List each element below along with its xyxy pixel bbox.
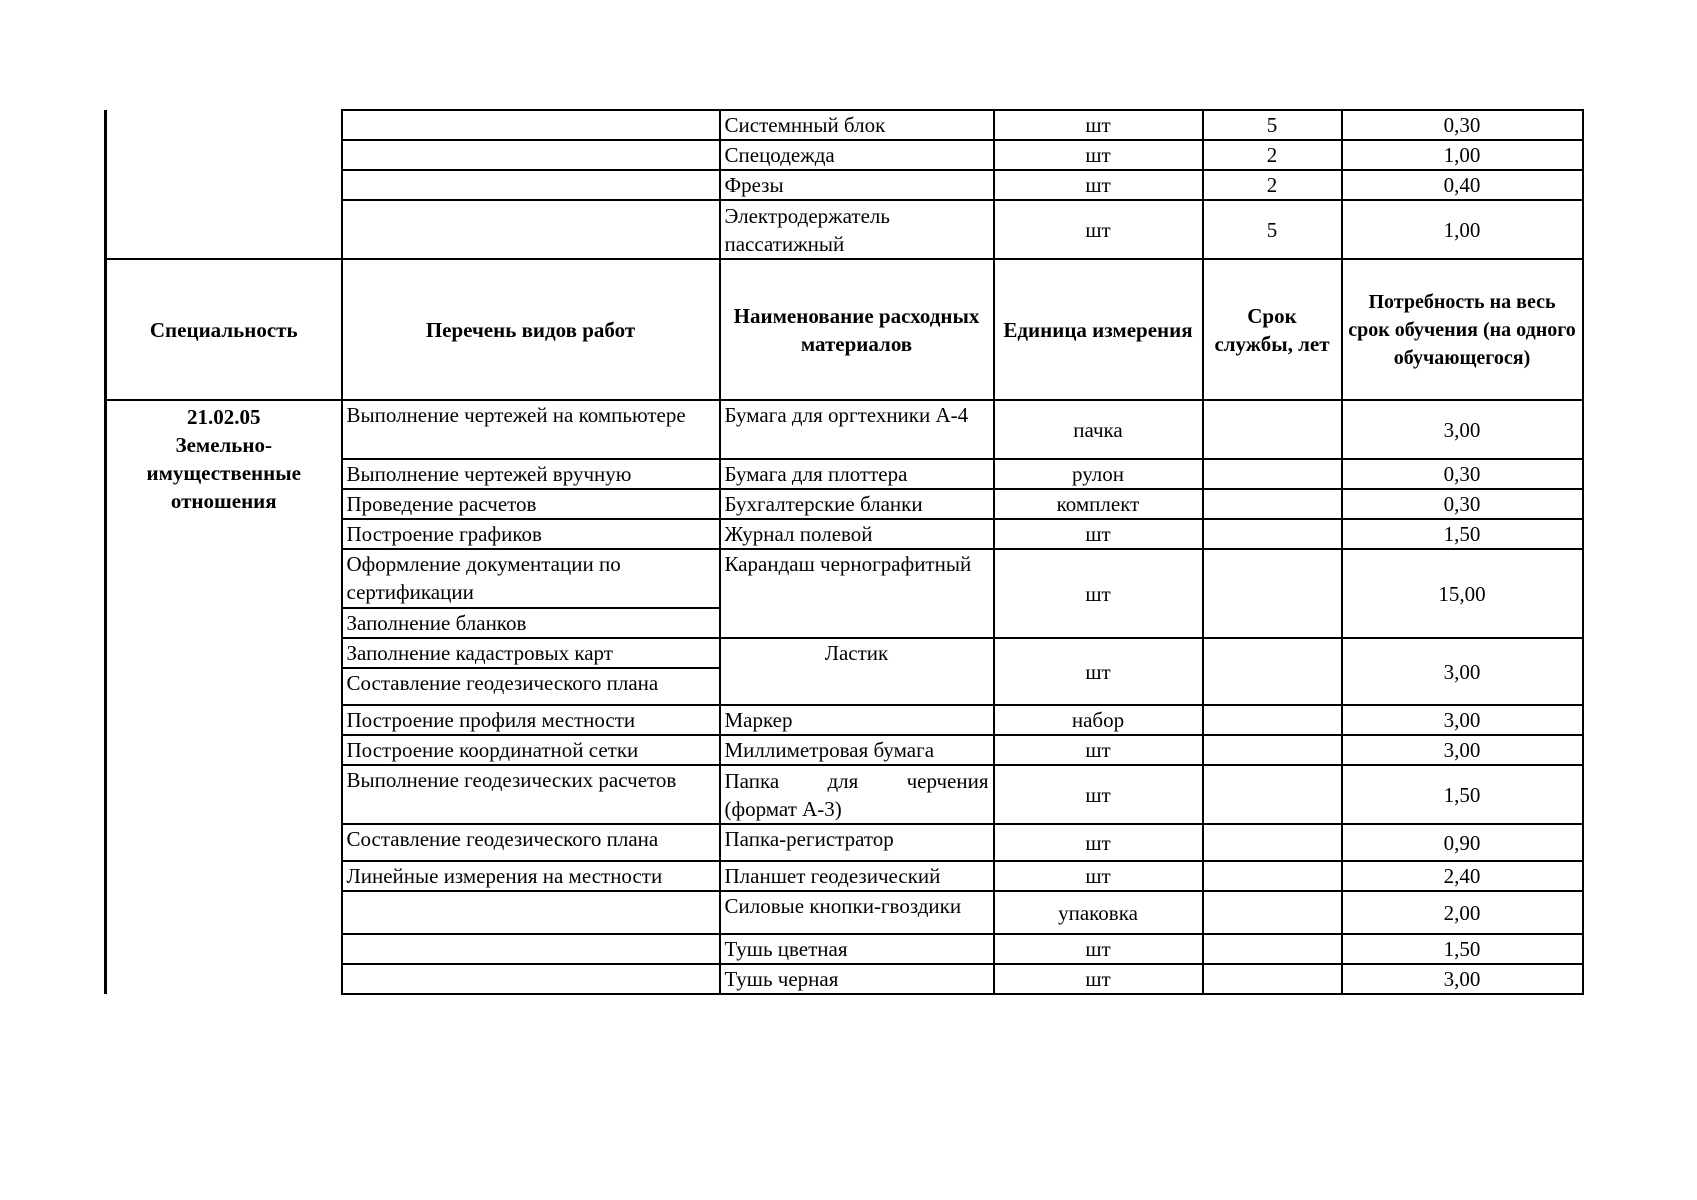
term-cell: 2 <box>1203 170 1342 200</box>
header-need: Потребность на весь срок обучения (на одного обучающегося) <box>1342 259 1583 400</box>
material-cell: Фрезы <box>720 170 994 200</box>
spec-cell-continued <box>106 110 342 259</box>
material-line2: (формат А-3) <box>724 796 842 821</box>
material-word: черчения <box>906 768 989 793</box>
term-cell <box>1203 964 1342 994</box>
need-cell: 2,00 <box>1342 891 1583 934</box>
works-cell: Выполнение геодезических расчетов <box>342 765 720 824</box>
unit-cell: шт <box>994 110 1203 140</box>
term-cell <box>1203 705 1342 735</box>
material-cell: Бумага для плоттера <box>720 459 994 489</box>
unit-cell: рулон <box>994 459 1203 489</box>
works-cell: Оформление документации по сертификации <box>342 549 720 608</box>
header-specialty: Специальность <box>106 259 342 400</box>
term-cell <box>1203 934 1342 964</box>
material-word: Папка <box>724 768 780 793</box>
header-unit: Единица измерения <box>994 259 1203 400</box>
material-cell: Карандаш чернографитный <box>720 549 994 638</box>
specialty-code: 21.02.05 <box>187 405 261 429</box>
works-cell: Построение координатной сетки <box>342 735 720 765</box>
need-cell: 15,00 <box>1342 549 1583 638</box>
unit-cell: шт <box>994 934 1203 964</box>
works-cell: Выполнение чертежей вручную <box>342 459 720 489</box>
material-cell: Планшет геодезический <box>720 861 994 891</box>
material-cell: Тушь цветная <box>720 934 994 964</box>
need-cell: 1,50 <box>1342 519 1583 549</box>
need-cell: 1,00 <box>1342 140 1583 170</box>
material-cell: Спецодежда <box>720 140 994 170</box>
table-row <box>106 400 1583 459</box>
specialty-cell <box>106 400 342 994</box>
works-cell <box>342 110 720 140</box>
need-cell: 3,00 <box>1342 705 1583 735</box>
unit-cell: шт <box>994 170 1203 200</box>
term-cell <box>1203 400 1342 459</box>
works-cell <box>342 170 720 200</box>
works-cell <box>342 140 720 170</box>
works-cell <box>342 200 720 259</box>
header-materials: Наименование расходных материалов <box>720 259 994 400</box>
works-cell: Составление геодезического плана <box>342 668 720 705</box>
term-cell: 2 <box>1203 140 1342 170</box>
need-cell: 3,00 <box>1342 735 1583 765</box>
works-cell: Построение профиля местности <box>342 705 720 735</box>
material-cell: Электродержатель пассатижный <box>720 200 994 259</box>
need-cell: 3,00 <box>1342 964 1583 994</box>
material-cell: Силовые кнопки-гвоздики <box>720 891 994 934</box>
need-cell: 3,00 <box>1342 638 1583 705</box>
works-cell: Построение графиков <box>342 519 720 549</box>
works-cell: Линейные измерения на местности <box>342 861 720 891</box>
need-cell: 0,30 <box>1342 110 1583 140</box>
term-cell <box>1203 765 1342 824</box>
term-cell <box>1203 891 1342 934</box>
need-cell: 0,90 <box>1342 824 1583 861</box>
unit-cell: шт <box>994 638 1203 705</box>
header-works: Перечень видов работ <box>342 259 720 400</box>
works-cell: Составление геодезического плана <box>342 824 720 861</box>
unit-cell: набор <box>994 705 1203 735</box>
term-cell <box>1203 638 1342 705</box>
material-cell: Папка-регистратор <box>720 824 994 861</box>
need-cell: 0,30 <box>1342 459 1583 489</box>
need-cell: 1,00 <box>1342 200 1583 259</box>
need-cell: 3,00 <box>1342 400 1583 459</box>
unit-cell: пачка <box>994 400 1203 459</box>
unit-cell: шт <box>994 549 1203 638</box>
works-cell <box>342 964 720 994</box>
works-cell: Заполнение бланков <box>342 608 720 638</box>
unit-cell: шт <box>994 200 1203 259</box>
unit-cell: шт <box>994 861 1203 891</box>
works-cell: Выполнение чертежей на компьютере <box>342 400 720 459</box>
works-cell <box>342 891 720 934</box>
material-word: для <box>827 768 859 793</box>
unit-cell: шт <box>994 765 1203 824</box>
materials-table <box>104 109 1584 995</box>
need-cell: 2,40 <box>1342 861 1583 891</box>
term-cell <box>1203 459 1342 489</box>
material-cell <box>720 765 994 824</box>
material-cell: Миллиметровая бумага <box>720 735 994 765</box>
material-cell: Маркер <box>720 705 994 735</box>
unit-cell: шт <box>994 964 1203 994</box>
material-cell: Бухгалтерские бланки <box>720 489 994 519</box>
term-cell <box>1203 519 1342 549</box>
need-cell: 1,50 <box>1342 765 1583 824</box>
unit-cell: шт <box>994 519 1203 549</box>
unit-cell: шт <box>994 735 1203 765</box>
need-cell: 0,30 <box>1342 489 1583 519</box>
unit-cell: комплект <box>994 489 1203 519</box>
table-row <box>106 110 1583 140</box>
need-cell: 1,50 <box>1342 934 1583 964</box>
need-cell: 0,40 <box>1342 170 1583 200</box>
header-term: Срок службы, лет <box>1203 259 1342 400</box>
term-cell <box>1203 735 1342 765</box>
material-cell: Ластик <box>720 638 994 705</box>
material-cell: Журнал полевой <box>720 519 994 549</box>
material-cell: Тушь черная <box>720 964 994 994</box>
works-cell: Проведение расчетов <box>342 489 720 519</box>
material-cell: Системнный блок <box>720 110 994 140</box>
specialty-name: Земельно-имущественные отношения <box>146 433 301 513</box>
unit-cell: упаковка <box>994 891 1203 934</box>
unit-cell: шт <box>994 140 1203 170</box>
works-cell <box>342 934 720 964</box>
works-cell: Заполнение кадастровых карт <box>342 638 720 668</box>
term-cell: 5 <box>1203 200 1342 259</box>
unit-cell: шт <box>994 824 1203 861</box>
term-cell: 5 <box>1203 110 1342 140</box>
header-row <box>106 259 1583 400</box>
term-cell <box>1203 861 1342 891</box>
term-cell <box>1203 489 1342 519</box>
term-cell <box>1203 824 1342 861</box>
term-cell <box>1203 549 1342 638</box>
material-cell: Бумага для оргтехники А-4 <box>720 400 994 459</box>
